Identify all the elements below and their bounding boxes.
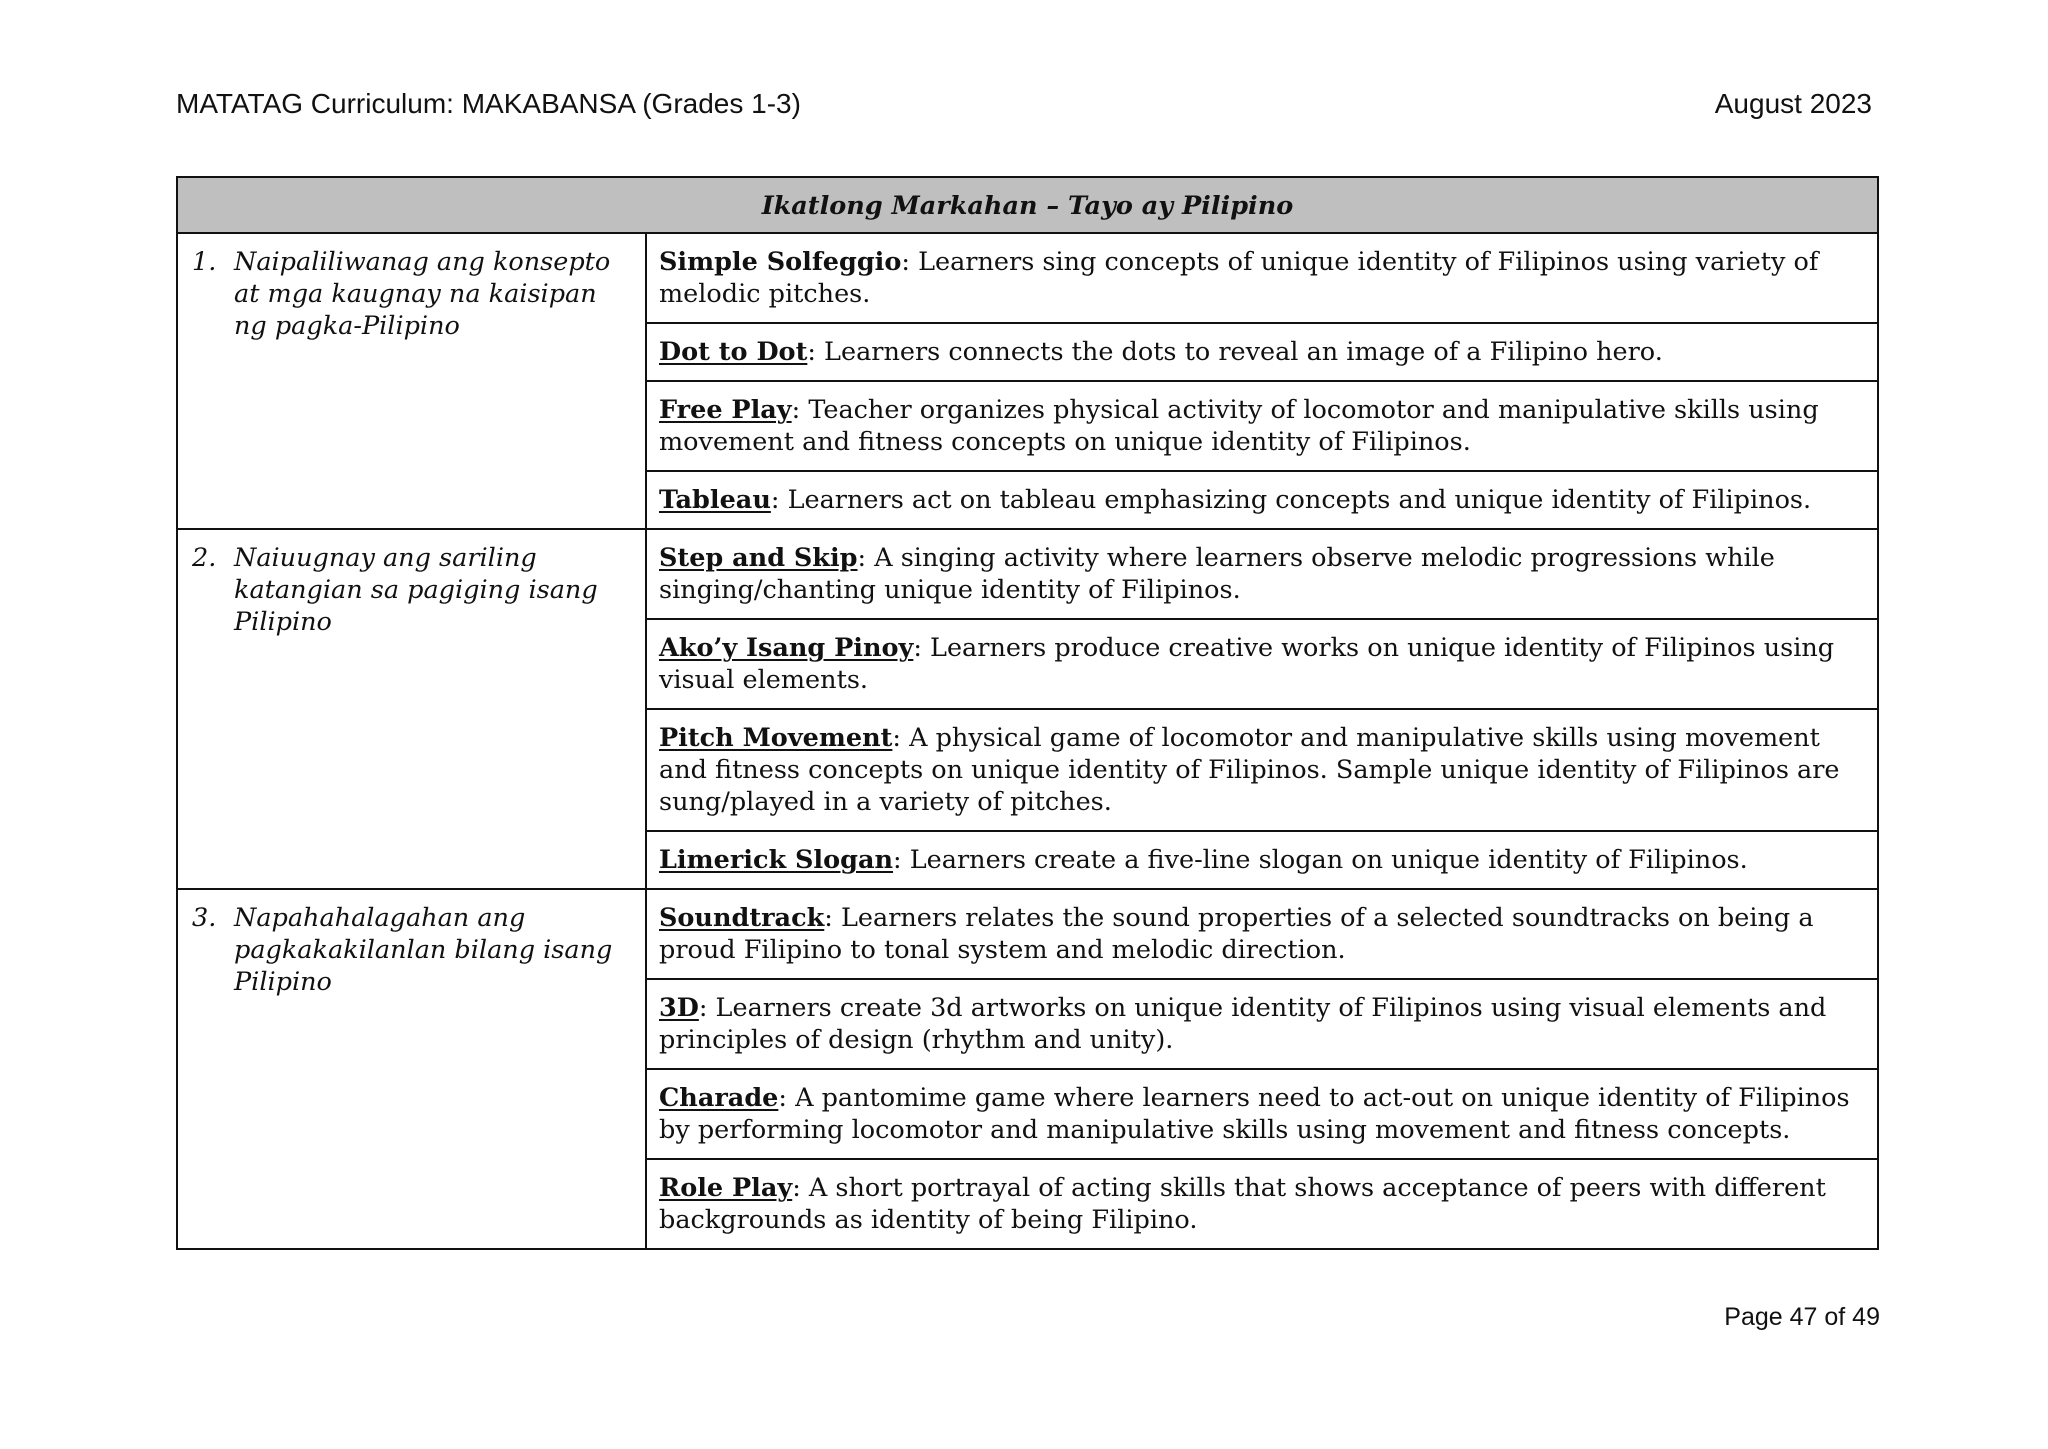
activity-name: Step and Skip bbox=[659, 543, 858, 573]
activity-cell bbox=[646, 979, 1878, 1069]
activity-cell bbox=[646, 709, 1878, 831]
activity-name: Soundtrack bbox=[659, 903, 825, 933]
activity-description: : Learners sing concepts of unique identity of Filipinos using variety of melodic pitches. bbox=[659, 247, 1819, 309]
activity-description: : Learners create 3d artworks on unique identity of Filipinos using visual elements and principles of design (rhythm and unity). bbox=[659, 993, 1827, 1055]
activity-cell bbox=[646, 471, 1878, 529]
table-title: Ikatlong Markahan – Tayo ay Pilipino bbox=[177, 177, 1878, 233]
activity-name: Limerick Slogan bbox=[659, 845, 894, 875]
activity-cell bbox=[646, 1069, 1878, 1159]
document-title: MATATAG Curriculum: MAKABANSA (Grades 1-3) bbox=[176, 88, 801, 119]
activity-cell bbox=[646, 889, 1878, 979]
activity-name: Role Play bbox=[659, 1173, 793, 1203]
competency-cell bbox=[177, 889, 646, 1249]
activity-cell bbox=[646, 323, 1878, 381]
activity-description: : Learners act on tableau emphasizing concepts and unique identity of Filipinos. bbox=[770, 485, 1812, 515]
activity-name: Tableau bbox=[659, 485, 771, 515]
competency-number: 2. bbox=[192, 543, 217, 573]
activity-description: : A short portrayal of acting skills that shows acceptance of peers with different backgrounds as identity of being Filipino. bbox=[659, 1173, 1826, 1235]
competency-cell bbox=[177, 529, 646, 889]
document-date: August 2023 bbox=[1714, 88, 1872, 119]
competency-text: Naiuugnay ang sariling katangian sa pagiging isang Pilipino bbox=[234, 543, 598, 637]
competency-text: Naipaliliwanag ang konsepto at mga kaugnay na kaisipan ng pagka-Pilipino bbox=[234, 247, 611, 341]
competency-number: 3. bbox=[192, 903, 217, 933]
activity-description: : Learners produce creative works on unique identity of Filipinos using visual elements. bbox=[659, 633, 1835, 695]
activity-name: 3D bbox=[659, 993, 699, 1023]
activity-name: Free Play bbox=[659, 395, 792, 425]
activity-name: Ako’y Isang Pinoy bbox=[659, 633, 914, 663]
curriculum-table bbox=[176, 176, 1879, 1250]
activity-cell bbox=[646, 619, 1878, 709]
competency-number: 1. bbox=[192, 247, 217, 277]
activity-cell bbox=[646, 233, 1878, 323]
activity-description: : Learners relates the sound properties of a selected soundtracks on being a proud Filipino to tonal system and melodic direction. bbox=[659, 903, 1814, 965]
table-row bbox=[177, 889, 1878, 979]
activity-description: : A physical game of locomotor and manipulative skills using movement and fitness concepts on unique identity of Filipinos. Sample unique identity of Filipinos are sung/played in a variety of pitches. bbox=[659, 723, 1840, 817]
activity-cell bbox=[646, 381, 1878, 471]
activity-cell bbox=[646, 1159, 1878, 1249]
page-number: Page 47 of 49 bbox=[1724, 1303, 1880, 1331]
activity-description: : Learners create a five-line slogan on unique identity of Filipinos. bbox=[893, 845, 1748, 875]
activity-name: Simple Solfeggio bbox=[659, 247, 902, 277]
activity-description: : Teacher organizes physical activity of locomotor and manipulative skills using movement and fitness concepts on unique identity of Filipinos. bbox=[659, 395, 1819, 457]
table-row bbox=[177, 233, 1878, 323]
table-row bbox=[177, 529, 1878, 619]
table-title-row bbox=[177, 177, 1878, 233]
activity-name: Charade bbox=[659, 1083, 779, 1113]
competency-cell bbox=[177, 233, 646, 529]
activity-name: Pitch Movement bbox=[659, 723, 893, 753]
activity-description: : A singing activity where learners observe melodic progressions while singing/chanting unique identity of Filipinos. bbox=[659, 543, 1775, 605]
activity-description: : Learners connects the dots to reveal an image of a Filipino hero. bbox=[807, 337, 1663, 367]
activity-cell bbox=[646, 831, 1878, 889]
page-header bbox=[176, 84, 1872, 124]
activity-description: : A pantomime game where learners need to act-out on unique identity of Filipinos by performing locomotor and manipulative skills using movement and fitness concepts. bbox=[659, 1083, 1850, 1145]
activity-name: Dot to Dot bbox=[659, 337, 808, 367]
activity-cell bbox=[646, 529, 1878, 619]
competency-text: Napahahalagahan ang pagkakakilanlan bilang isang Pilipino bbox=[234, 903, 613, 997]
